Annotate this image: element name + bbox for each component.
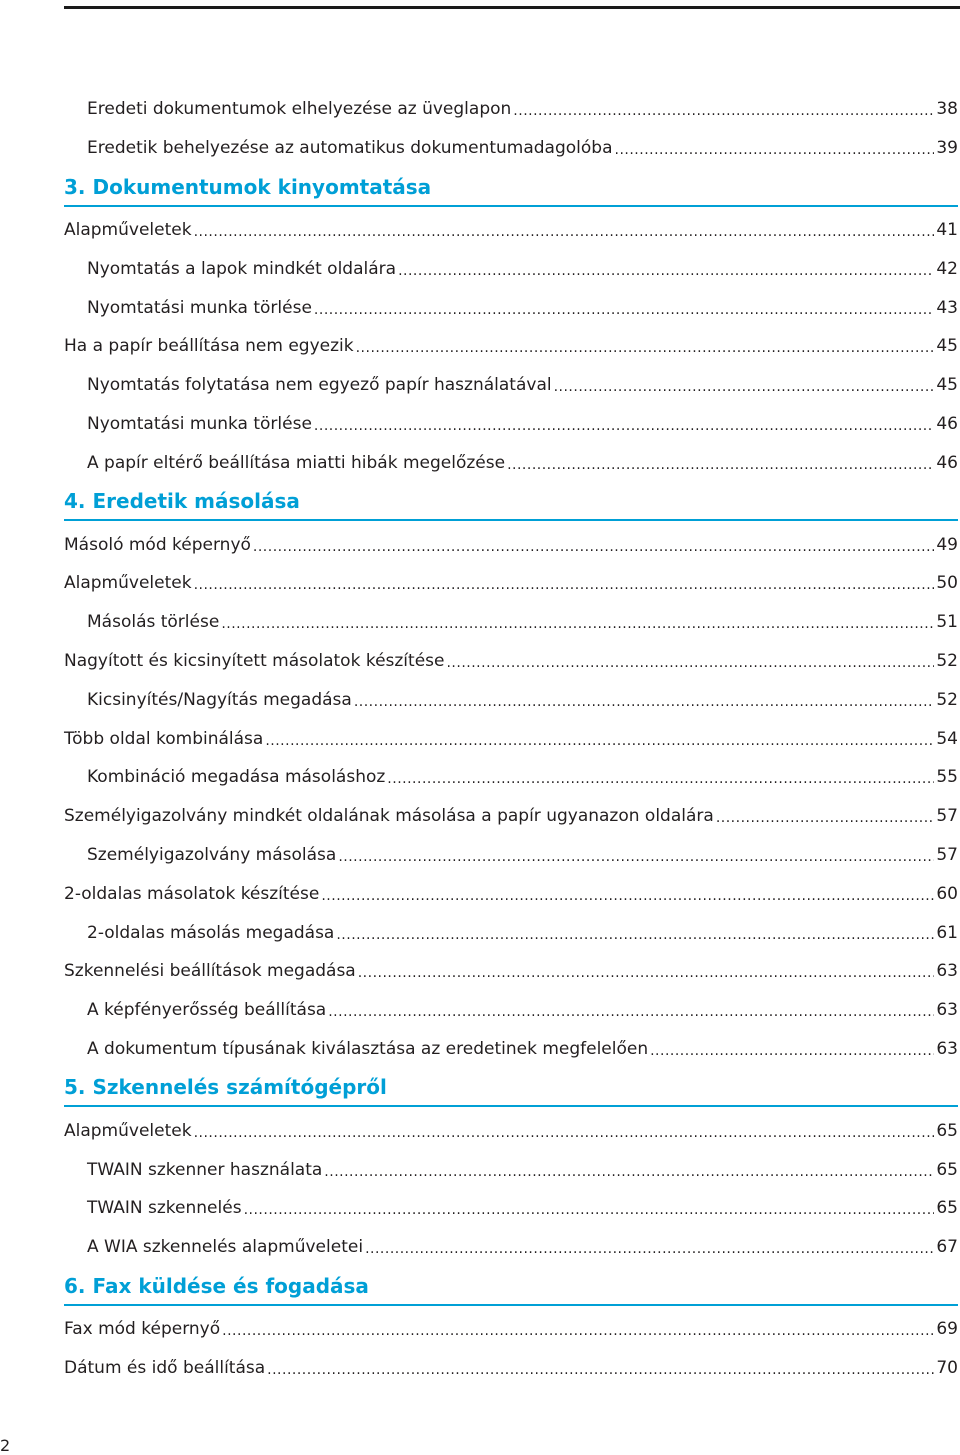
toc-entry-page: 65 bbox=[936, 1198, 958, 1219]
dot-leader bbox=[244, 1202, 935, 1218]
toc-entry-title: Nagyított és kicsinyített másolatok készítése bbox=[64, 650, 445, 671]
dot-leader bbox=[398, 263, 934, 279]
toc-entry-page: 52 bbox=[936, 650, 958, 671]
toc-entry-title: Szkennelési beállítások megadása bbox=[64, 961, 356, 982]
chapter-heading bbox=[64, 1068, 958, 1107]
toc-entry-title: Alapműveletek bbox=[64, 219, 192, 240]
dot-leader bbox=[338, 849, 934, 865]
dot-leader bbox=[321, 888, 934, 904]
toc-entry-title: A képfényerősség beállítása bbox=[87, 1000, 327, 1021]
toc-entry[interactable] bbox=[64, 952, 958, 991]
toc-entry[interactable] bbox=[64, 1228, 958, 1267]
toc-entry-page: 67 bbox=[936, 1237, 958, 1258]
toc-entry[interactable] bbox=[64, 719, 958, 758]
dot-leader bbox=[194, 577, 935, 593]
toc-entry[interactable] bbox=[64, 327, 958, 366]
dot-leader bbox=[554, 379, 935, 395]
toc-entry-title: Eredetik behelyezése az automatikus dokumentumadagolóba bbox=[87, 138, 613, 159]
toc-entry-page: 65 bbox=[936, 1120, 958, 1141]
toc-entry[interactable] bbox=[64, 525, 958, 564]
toc-entry-page: 61 bbox=[936, 922, 958, 943]
toc-entry-title: Dátum és idő beállítása bbox=[64, 1357, 266, 1378]
toc-entry-title: Ha a papír beállítása nem egyezik bbox=[64, 336, 354, 357]
dot-leader bbox=[507, 457, 934, 473]
dot-leader bbox=[194, 1125, 935, 1141]
dot-leader bbox=[716, 810, 935, 826]
dot-leader bbox=[356, 340, 935, 356]
toc-entry[interactable] bbox=[64, 1348, 958, 1387]
dot-leader bbox=[324, 1164, 934, 1180]
toc-entry[interactable] bbox=[64, 758, 958, 797]
dot-leader bbox=[314, 418, 934, 434]
toc-entry-page: 63 bbox=[936, 1000, 958, 1021]
toc-entry-page: 52 bbox=[936, 689, 958, 710]
toc-entry[interactable] bbox=[64, 874, 958, 913]
dot-leader bbox=[365, 1241, 934, 1257]
toc-entry[interactable] bbox=[64, 913, 958, 952]
toc-entry-page: 43 bbox=[936, 297, 958, 318]
toc-entry[interactable] bbox=[64, 836, 958, 875]
page-number: 2 bbox=[0, 1436, 11, 1455]
toc-entry-title: Másoló mód képernyő bbox=[64, 534, 251, 555]
toc-entry-page: 51 bbox=[936, 612, 958, 633]
dot-leader bbox=[615, 142, 935, 158]
toc-entry-title: A WIA szkennelés alapműveletei bbox=[87, 1237, 364, 1258]
toc-entry-title: A papír eltérő beállítása miatti hibák megelőzése bbox=[87, 452, 506, 473]
toc-entry-page: 63 bbox=[936, 1038, 958, 1059]
toc-entry[interactable] bbox=[64, 1189, 958, 1228]
toc-entry[interactable] bbox=[64, 1111, 958, 1150]
dot-leader bbox=[513, 103, 934, 119]
toc-entry-page: 42 bbox=[936, 258, 958, 279]
toc-entry-page: 70 bbox=[936, 1357, 958, 1378]
dot-leader bbox=[446, 655, 934, 671]
chapter-heading bbox=[64, 482, 958, 521]
toc-entry-page: 46 bbox=[936, 452, 958, 473]
toc-entry[interactable] bbox=[64, 642, 958, 681]
toc-entry-title: Nyomtatási munka törlése bbox=[87, 297, 312, 318]
toc-entry-page: 57 bbox=[936, 806, 958, 827]
toc-entry-page: 50 bbox=[936, 573, 958, 594]
toc-entry-title: Nyomtatás a lapok mindkét oldalára bbox=[87, 258, 397, 279]
toc-entry[interactable] bbox=[64, 129, 958, 168]
toc-entry-title: Kombináció megadása másoláshoz bbox=[87, 767, 386, 788]
toc-entry-title: 2-oldalas másolatok készítése bbox=[64, 883, 320, 904]
toc-entry[interactable] bbox=[64, 288, 958, 327]
dot-leader bbox=[222, 1323, 934, 1339]
dot-leader bbox=[265, 733, 934, 749]
toc-entry-title: Személyigazolvány másolása bbox=[87, 844, 337, 865]
toc-entry[interactable] bbox=[64, 797, 958, 836]
toc-entry-title: Nyomtatás folytatása nem egyező papír használatával bbox=[87, 375, 552, 396]
toc-entry[interactable] bbox=[64, 211, 958, 250]
toc-entry[interactable] bbox=[64, 603, 958, 642]
toc-entry[interactable] bbox=[64, 991, 958, 1030]
toc-entry[interactable] bbox=[64, 443, 958, 482]
toc-entry-title: Fax mód képernyő bbox=[64, 1318, 221, 1339]
toc-entry-page: 49 bbox=[936, 534, 958, 555]
chapter-heading bbox=[64, 1267, 958, 1306]
toc-entry[interactable] bbox=[64, 680, 958, 719]
toc-entry-title: Alapműveletek bbox=[64, 1120, 192, 1141]
dot-leader bbox=[336, 927, 934, 943]
toc-entry-page: 41 bbox=[936, 219, 958, 240]
toc-entry[interactable] bbox=[64, 90, 958, 129]
toc-entry-title: TWAIN szkenner használata bbox=[87, 1159, 323, 1180]
toc-entry-page: 55 bbox=[936, 767, 958, 788]
dot-leader bbox=[194, 224, 935, 240]
dot-leader bbox=[253, 539, 934, 555]
toc-entry-title: TWAIN szkennelés bbox=[87, 1198, 242, 1219]
toc-entry-title: 2-oldalas másolás megadása bbox=[87, 922, 335, 943]
dot-leader bbox=[354, 694, 935, 710]
toc-entry-title: Több oldal kombinálása bbox=[64, 728, 264, 749]
dot-leader bbox=[221, 616, 934, 632]
toc-entry[interactable] bbox=[64, 1310, 958, 1349]
dot-leader bbox=[314, 302, 934, 318]
toc-entry-page: 38 bbox=[936, 99, 958, 120]
toc-entry-title: Nyomtatási munka törlése bbox=[87, 413, 312, 434]
toc-entry-title: Eredeti dokumentumok elhelyezése az üveglapon bbox=[87, 99, 512, 120]
toc-entry-page: 65 bbox=[936, 1159, 958, 1180]
toc-entry[interactable] bbox=[64, 366, 958, 405]
toc-entry-page: 57 bbox=[936, 844, 958, 865]
top-rule bbox=[64, 6, 960, 9]
toc-entry-title: Személyigazolvány mindkét oldalának másolása a papír ugyanazon oldalára bbox=[64, 806, 714, 827]
toc-entry-title: A dokumentum típusának kiválasztása az eredetinek megfelelően bbox=[87, 1038, 649, 1059]
toc-entry-page: 46 bbox=[936, 413, 958, 434]
chapter-title: 3. Dokumentumok kinyomtatása bbox=[64, 174, 432, 199]
toc-entry[interactable] bbox=[64, 405, 958, 444]
toc-entry[interactable] bbox=[64, 564, 958, 603]
dot-leader bbox=[650, 1043, 934, 1059]
toc-entry-page: 60 bbox=[936, 883, 958, 904]
toc-entry-page: 54 bbox=[936, 728, 958, 749]
dot-leader bbox=[267, 1362, 934, 1378]
toc-entry[interactable] bbox=[64, 1030, 958, 1069]
chapter-heading bbox=[64, 168, 958, 207]
dot-leader bbox=[358, 965, 935, 981]
toc-entry-title: Kicsinyítés/Nagyítás megadása bbox=[87, 689, 352, 710]
dot-leader bbox=[387, 771, 934, 787]
toc-entry-title: Másolás törlése bbox=[87, 612, 220, 633]
chapter-title: 6. Fax küldése és fogadása bbox=[64, 1273, 369, 1298]
toc-entry-title: Alapműveletek bbox=[64, 573, 192, 594]
toc-entry[interactable] bbox=[64, 249, 958, 288]
toc-entry-page: 69 bbox=[936, 1318, 958, 1339]
toc-entry-page: 45 bbox=[936, 336, 958, 357]
toc-entry-page: 39 bbox=[936, 138, 958, 159]
chapter-title: 5. Szkennelés számítógépről bbox=[64, 1075, 387, 1100]
dot-leader bbox=[328, 1004, 934, 1020]
toc-entry-page: 45 bbox=[936, 375, 958, 396]
chapter-title: 4. Eredetik másolása bbox=[64, 489, 300, 514]
toc-entry[interactable] bbox=[64, 1150, 958, 1189]
table-of-contents bbox=[64, 90, 958, 1387]
toc-entry-page: 63 bbox=[936, 961, 958, 982]
